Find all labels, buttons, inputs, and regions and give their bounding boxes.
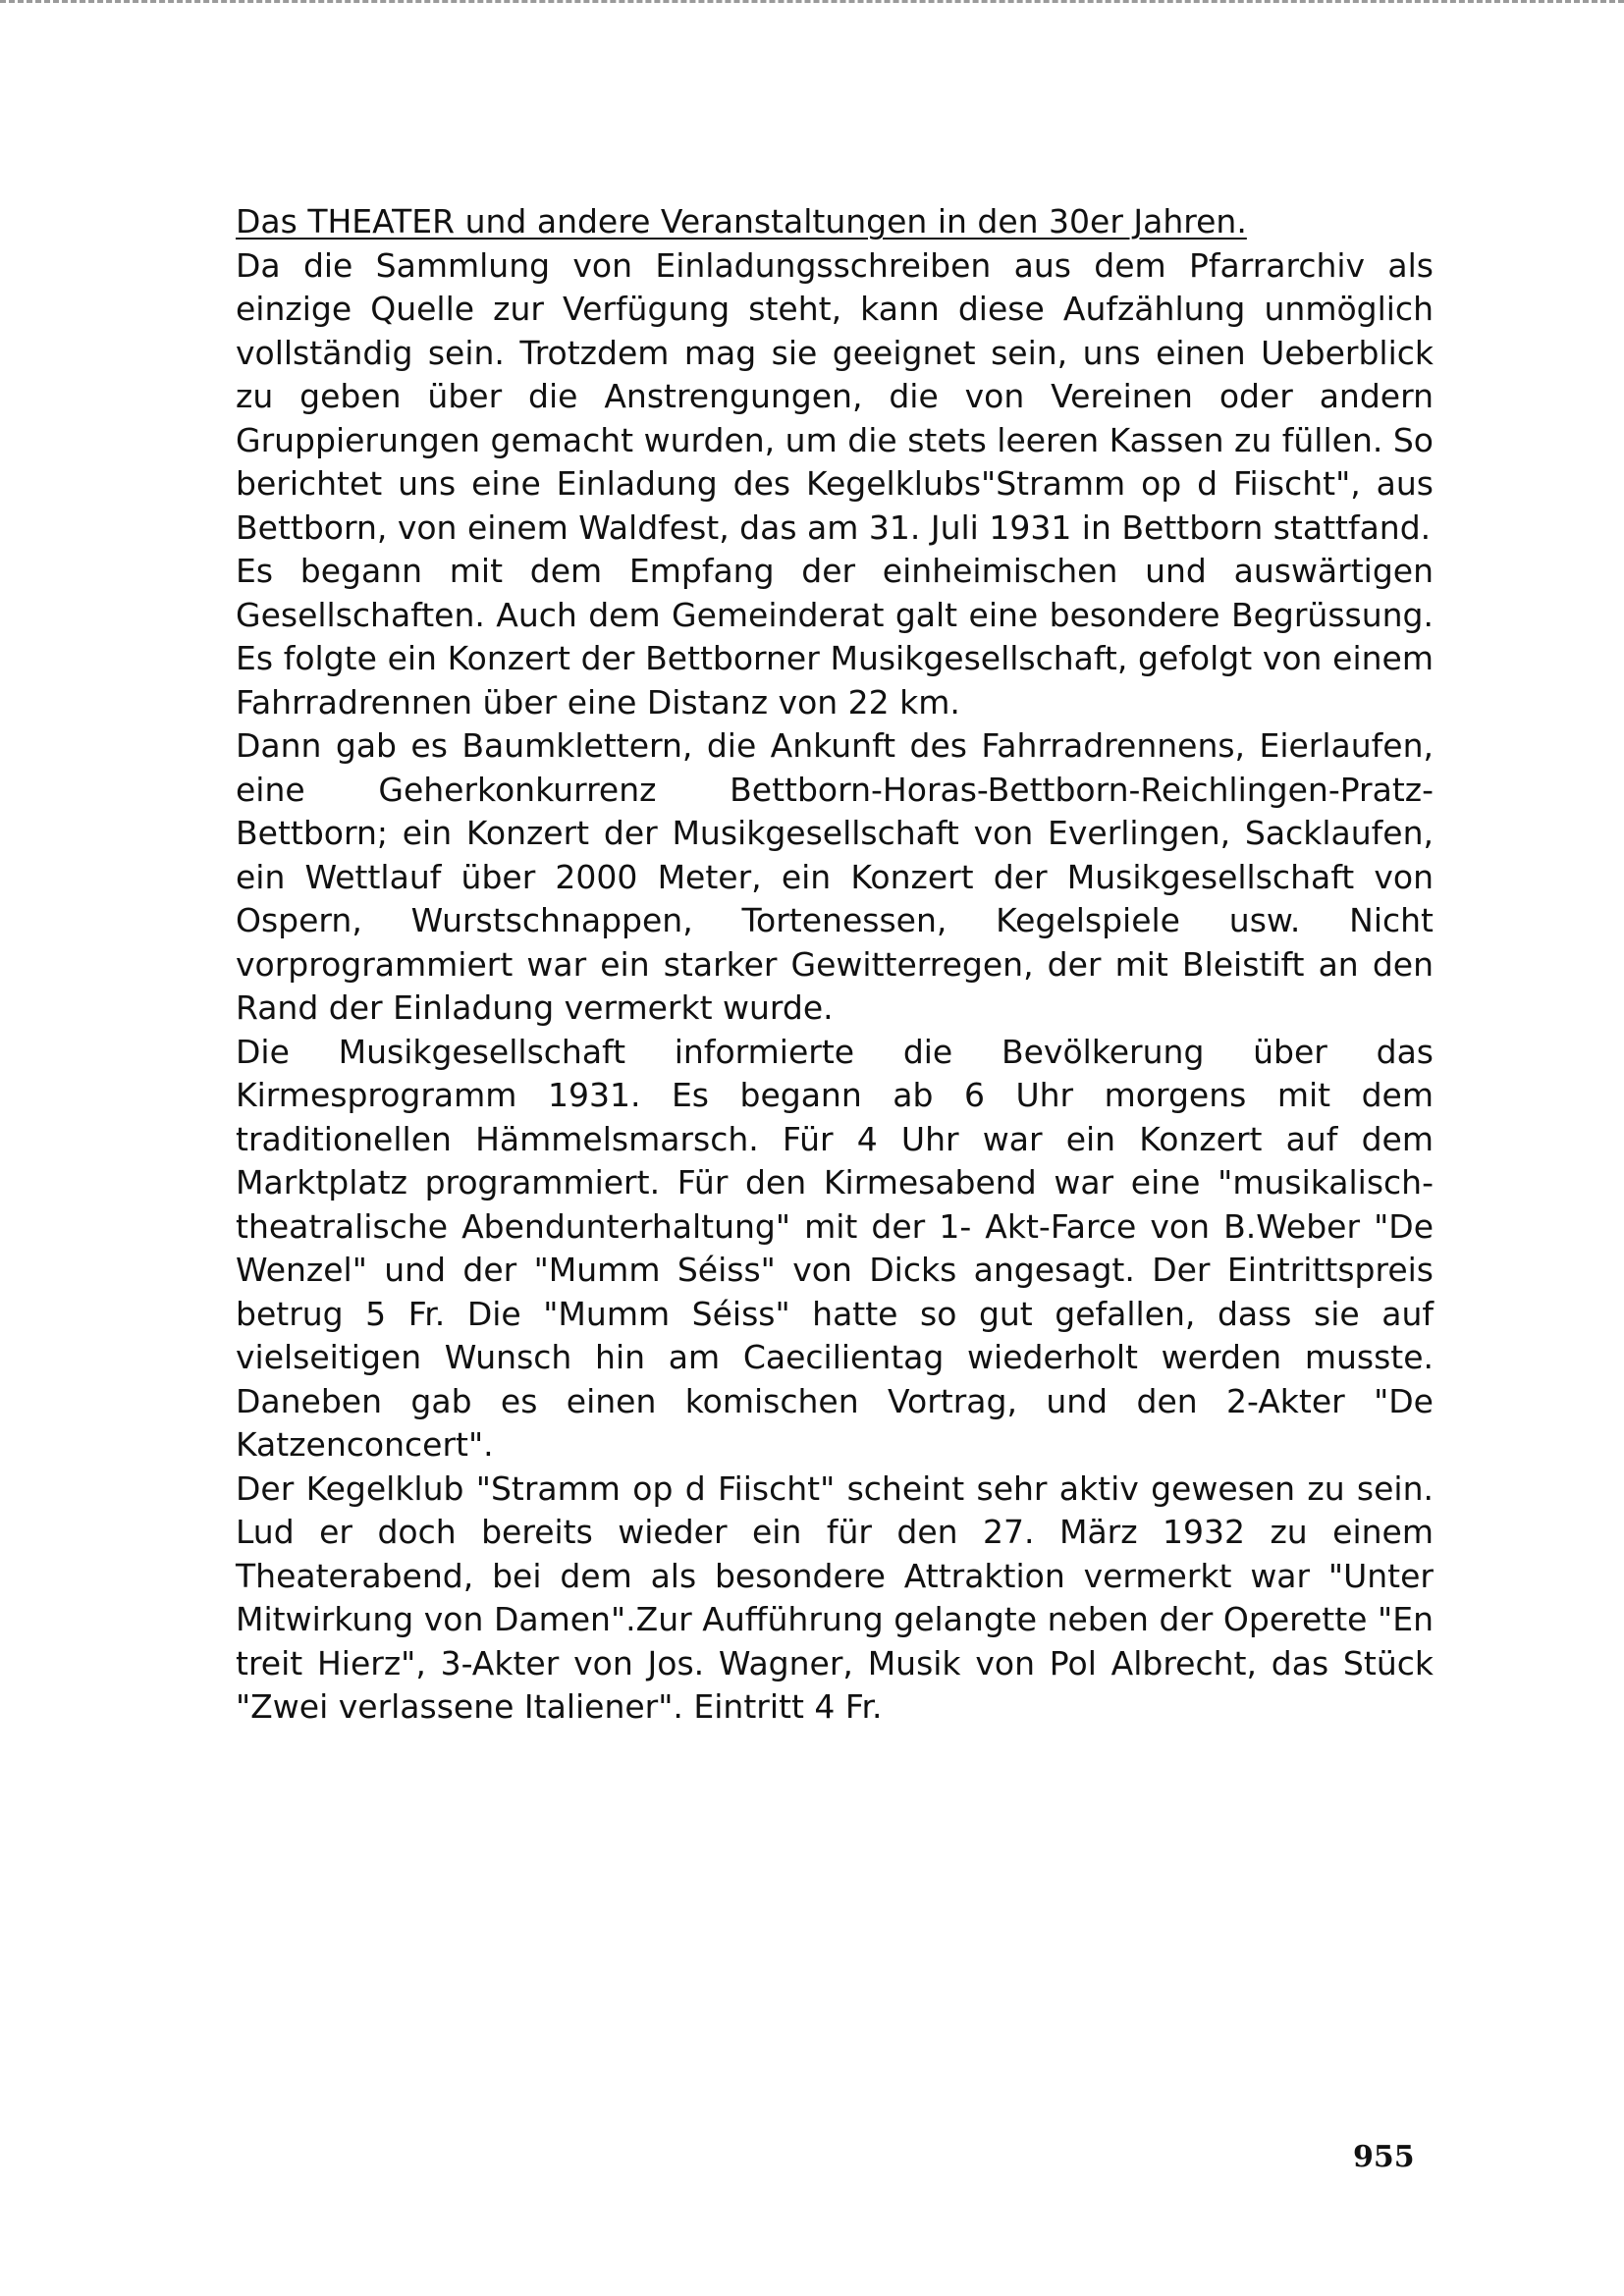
- scan-top-edge: [0, 0, 1624, 3]
- paragraph-2: Es begann mit dem Empfang der einheimischen und auswärtigen Gesellschaften. Auch dem Gemeinderat galt eine besondere Begrüssung. Es folgte ein Konzert der Bettborner Musikgesellschaft, gefolgt von einem Fahrradrennen über eine Distanz von 22 km.: [236, 552, 1434, 721]
- paragraph-5: Der Kegelklub "Stramm op d Fiischt" scheint sehr aktiv gewesen zu sein. Lud er doch bereits wieder ein für den 27. März 1932 zu einem Theaterabend, bei dem als besondere Attraktion vermerkt war "Unter Mitwirkung von Damen".Zur Aufführung gelangte neben der Operette "En treit Hierz", 3-Akter von Jos. Wagner, Musik von Pol Albrecht, das Stück "Zwei verlassene Italiener". Eintritt 4 Fr.: [236, 1468, 1434, 1726]
- paragraph-4: Die Musikgesellschaft informierte die Bevölkerung über das Kirmesprogramm 1931. Es begann ab 6 Uhr morgens mit dem traditionellen Hämmelsmarsch. Für 4 Uhr war ein Konzert auf dem Marktplatz programmiert. Für den Kirmesabend war eine "musikalisch-theatralische Abendunterhaltung" mit der 1- Akt-Farce von B.Weber "De Wenzel" und der "Mumm Séiss" von Dicks angesagt. Der Eintrittspreis betrug 5 Fr. Die "Mumm Séiss" hatte so gut gefallen, dass sie auf vielseitigen Wunsch hin am Caecilientag wiederholt werden musste. Daneben gab es einen komischen Vortrag, und den 2-Akter "De Katzenconcert".: [236, 1032, 1434, 1464]
- article-heading: Das THEATER und andere Veranstaltungen in den 30er Jahren.: [236, 202, 1247, 240]
- paragraph-1: Da die Sammlung von Einladungsschreiben aus dem Pfarrarchiv als einzige Quelle zur Verfügung steht, kann diese Aufzählung unmöglich vollständig sein. Trotzdem mag sie geeignet sein, uns einen Ueberblick zu geben über die Anstrengungen, die von Vereinen oder andern Gruppierungen gemacht wurden, um die stets leeren Kassen zu füllen. So berichtet uns eine Einladung des Kegelklubs"Stramm op d Fiischt", aus Bettborn, von einem Waldfest, das am 31. Juli 1931 in Bettborn stattfand.: [236, 245, 1434, 547]
- paragraph-3: Dann gab es Baumklettern, die Ankunft des Fahrradrennens, Eierlaufen, eine Geherkonkurrenz Bettborn-Horas-Bettborn-Reichlingen-Pratz-Bettborn; ein Konzert der Musikgesellschaft von Everlingen, Sacklaufen, ein Wettlauf über 2000 Meter, ein Konzert der Musikgesellschaft von Ospern, Wurstschnappen, Tortenessen, Kegelspiele usw. Nicht vorprogrammiert war ein starker Gewitterregen, der mit Bleistift an den Rand der Einladung vermerkt wurde.: [236, 726, 1434, 1027]
- heading-paragraph: [236, 200, 1434, 244]
- page-number: 955: [1353, 2140, 1415, 2174]
- article-body: [236, 200, 1434, 1730]
